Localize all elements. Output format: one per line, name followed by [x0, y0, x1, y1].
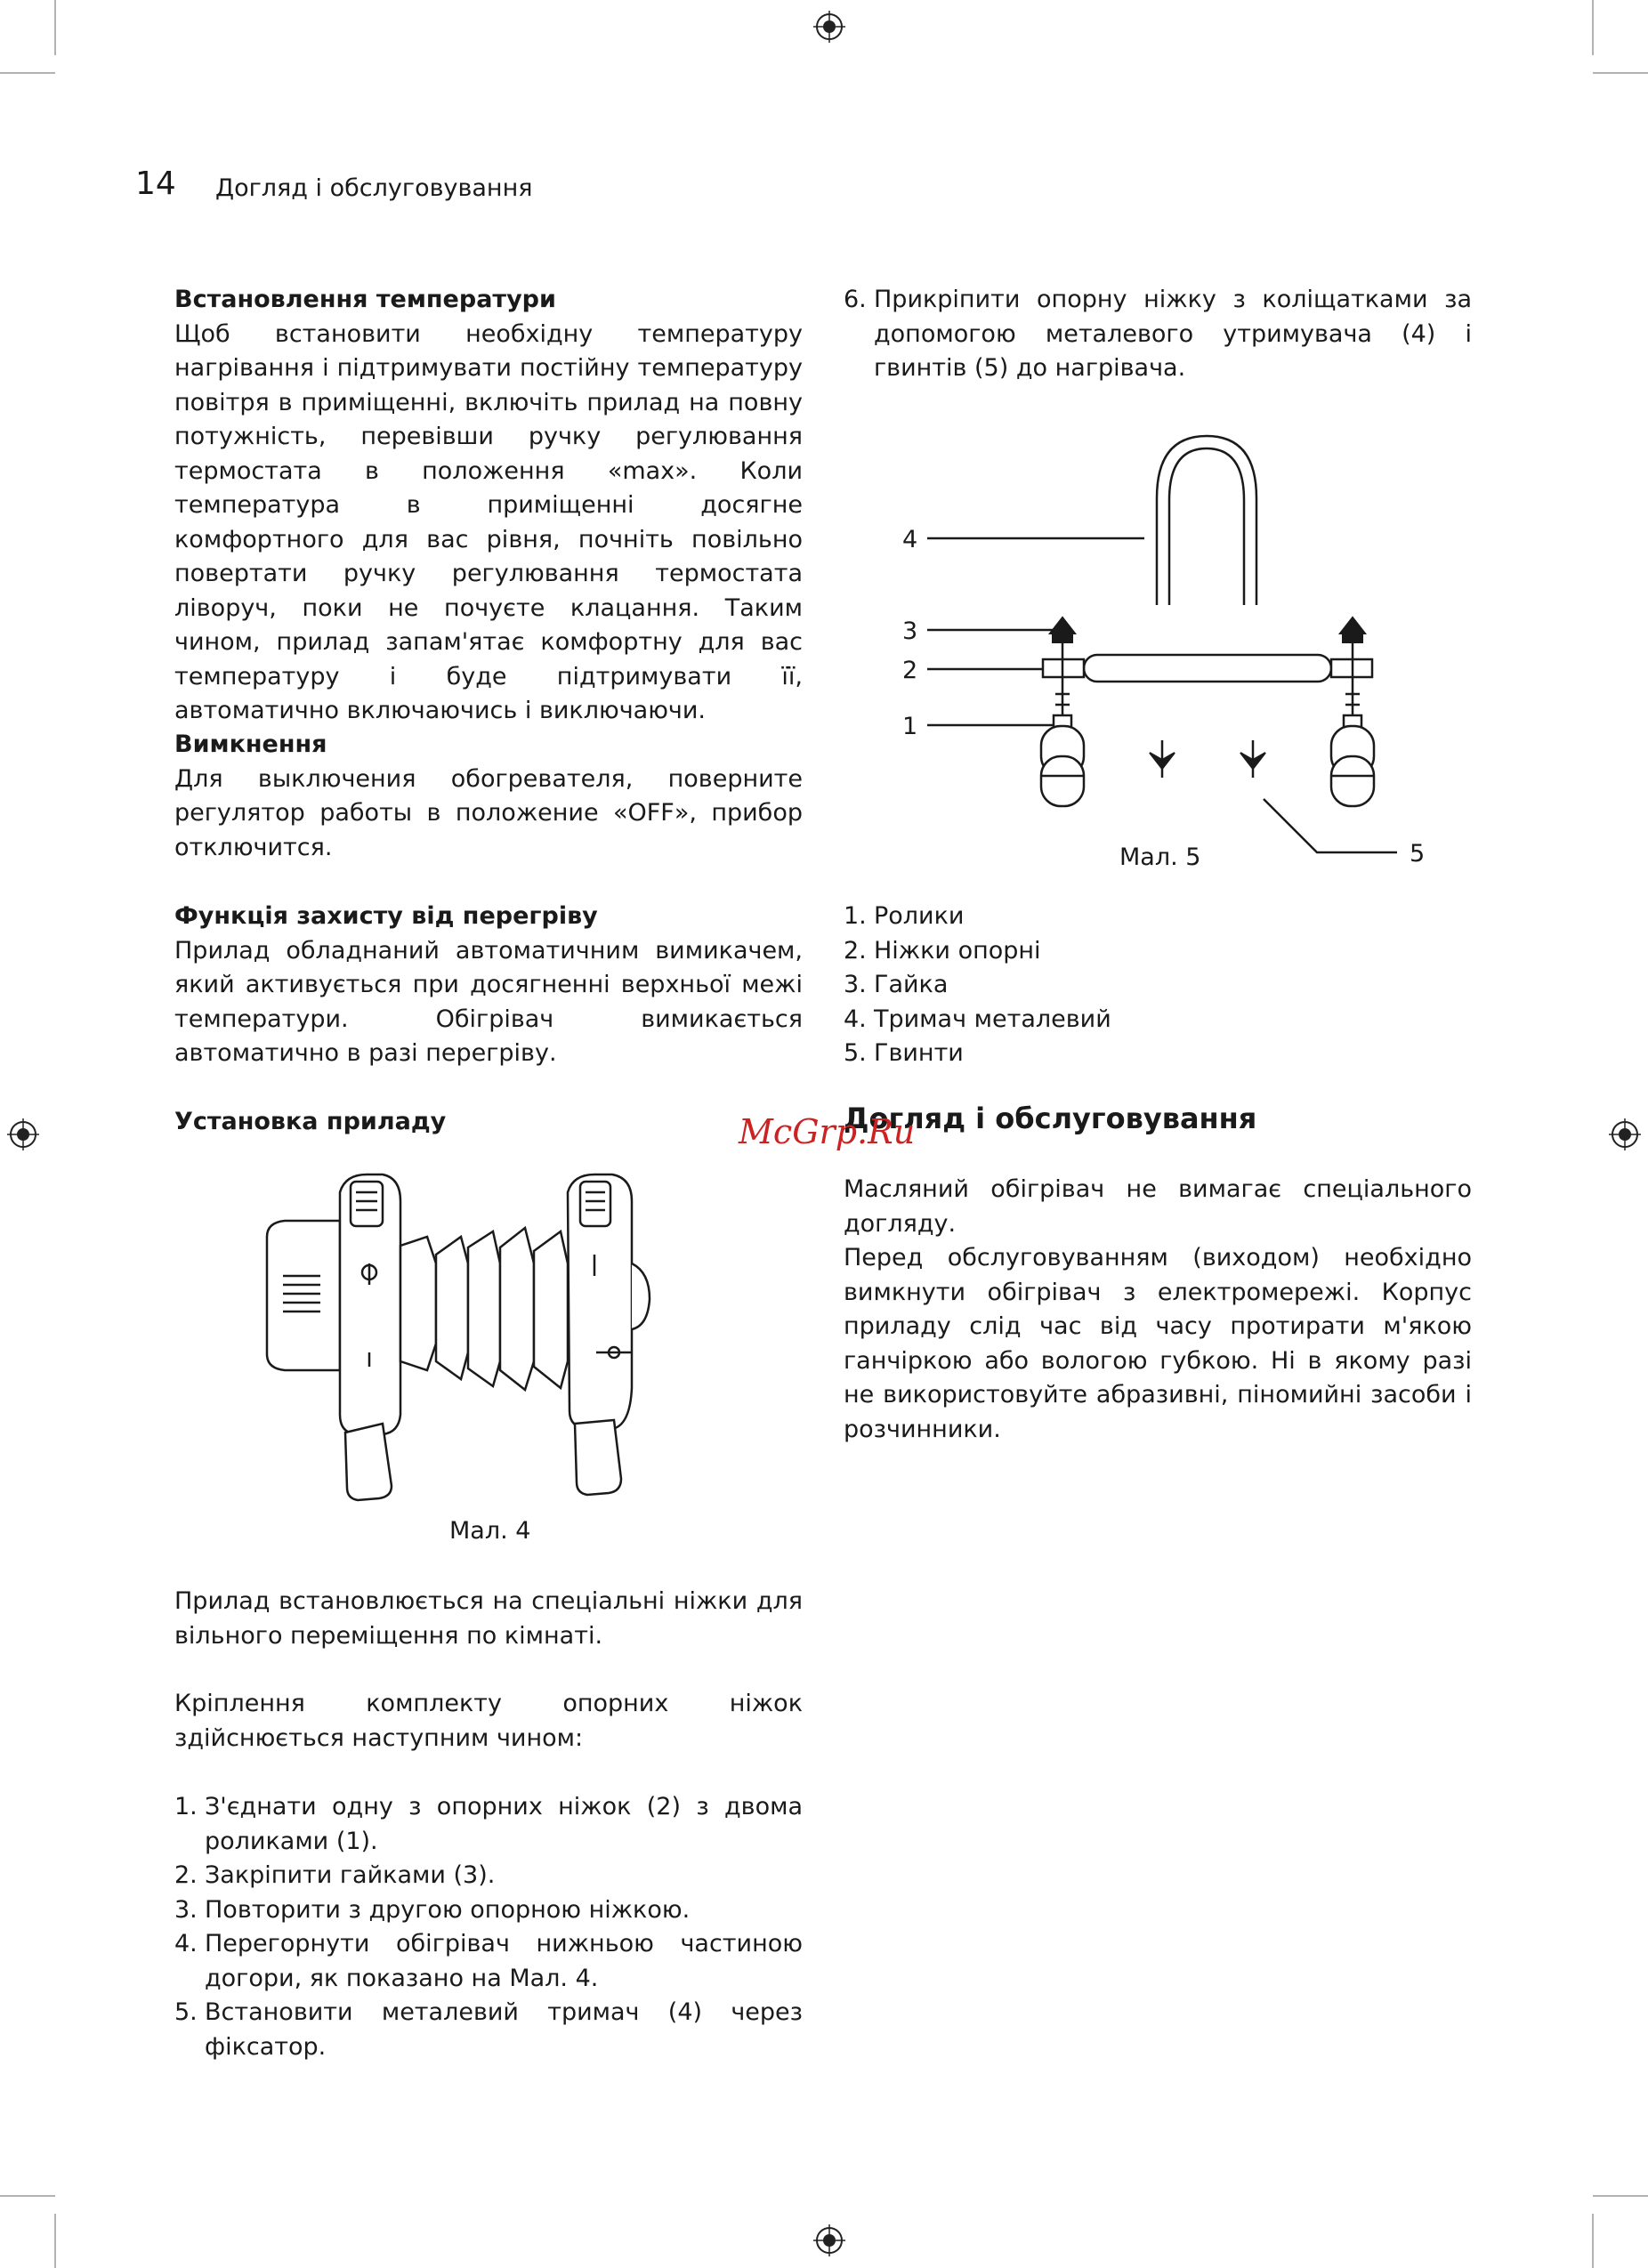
section-text: Прилад обладнаний автоматичним вимикачем, який активується при досягненні верхньої межі температури. Обігрівач вимикається автоматично в разі перегріву. — [174, 936, 803, 1067]
parts-list — [844, 900, 1472, 1071]
install-text-2: Кріплення комплекту опорних ніжок здійснюється наступним чином: — [174, 1690, 803, 1752]
section-title: Встановлення температури — [174, 286, 556, 313]
step-6 — [844, 283, 1472, 386]
label-1: 1 — [902, 713, 918, 740]
list-item: 2. Ніжки опорні — [844, 936, 1041, 965]
label-5: 5 — [1410, 840, 1426, 868]
care-section-title: Догляд і обслуговування — [844, 1102, 1257, 1135]
section-text: Для выключения обогревателя, поверните регулятор работы в положение «OFF», прибор отключится. — [174, 764, 803, 861]
heater-figure-illustration — [258, 1166, 676, 1504]
section-switch-off — [174, 728, 803, 865]
watermark: McGrp.Ru — [739, 1112, 916, 1151]
list-item: 4. Перегорнути обігрівач нижньою частиною догори, як показано на Мал. 4. — [174, 1930, 803, 1992]
figure-4-caption: Мал. 4 — [449, 1517, 531, 1545]
label-3: 3 — [902, 617, 918, 645]
list-item: 3. Гайка — [844, 971, 949, 998]
section-overheat — [174, 900, 803, 1071]
list-item: 5. Встановити металевий тримач (4) через фіксатор. — [174, 1998, 803, 2061]
page-number: 14 — [135, 165, 176, 202]
section-install-text — [174, 1585, 803, 1653]
leg-assembly-diagram — [890, 427, 1459, 890]
care-text-1: Масляний обігрівач не вимагає спеціального догляду. — [844, 1175, 1472, 1238]
list-item: 3. Повторити з другою опорною ніжкою. — [174, 1895, 691, 1924]
care-text-2: Перед обслуговуванням (виходом) необхідно вимкнути обігрівач з електромережі. Корпус приладу слід час від часу протирати м'якою ганчіркою або вологою губкою. Ні в якому разі не використовуйте абразивні, піномийні засоби і розчинники. — [844, 1244, 1472, 1443]
list-item: 2. Закріпити гайками (3). — [174, 1861, 496, 1889]
list-item: 1. З'єднати одну з опорних ніжок (2) з двома роликами (1). — [174, 1793, 803, 1855]
section-title: Функція захисту від перегріву — [174, 902, 598, 930]
section-install-text-2 — [174, 1687, 803, 1755]
section-text: Щоб встановити необхідну температуру нагрівання і підтримувати постійну температуру повітря в приміщенні, включіть прилад на повну потужність, перевівши ручку регулювання термостата в положення «max». Коли температура в приміщенні досягне комфортного для вас рівня, почніть повільно повертати ручку регулювання термостата ліворуч, поки не почуєте клацання. Таким чином, прилад запам'ятає комфортну для вас температуру і буде підтримувати її, автоматично включаючись і виключаючи. — [174, 319, 803, 724]
running-title: Догляд і обслуговування — [215, 174, 533, 202]
list-item: 5. Гвинти — [844, 1039, 964, 1067]
section-temperature — [174, 283, 803, 729]
section-care — [844, 1173, 1472, 1447]
label-2: 2 — [902, 657, 918, 684]
steps-list — [174, 1790, 803, 2064]
section-install-title — [174, 1105, 803, 1140]
section-title: Вимкнення — [174, 730, 327, 758]
label-4: 4 — [902, 526, 918, 553]
list-item: 4. Тримач металевий — [844, 1005, 1111, 1033]
install-steps — [174, 1790, 803, 2064]
install-text-1: Прилад встановлюється на спеціальні ніжки для вільного переміщення по кімнаті. — [174, 1587, 803, 1650]
section-title: Установка приладу — [174, 1108, 447, 1135]
list-item: 6. Прикріпити опорну ніжку з коліщатками за допомогою металевого утримувача (4) і гвинтів (5) до нагрівача. — [844, 286, 1472, 382]
figure-5-caption: Мал. 5 — [1119, 843, 1201, 871]
list-item: 1. Ролики — [844, 902, 965, 930]
